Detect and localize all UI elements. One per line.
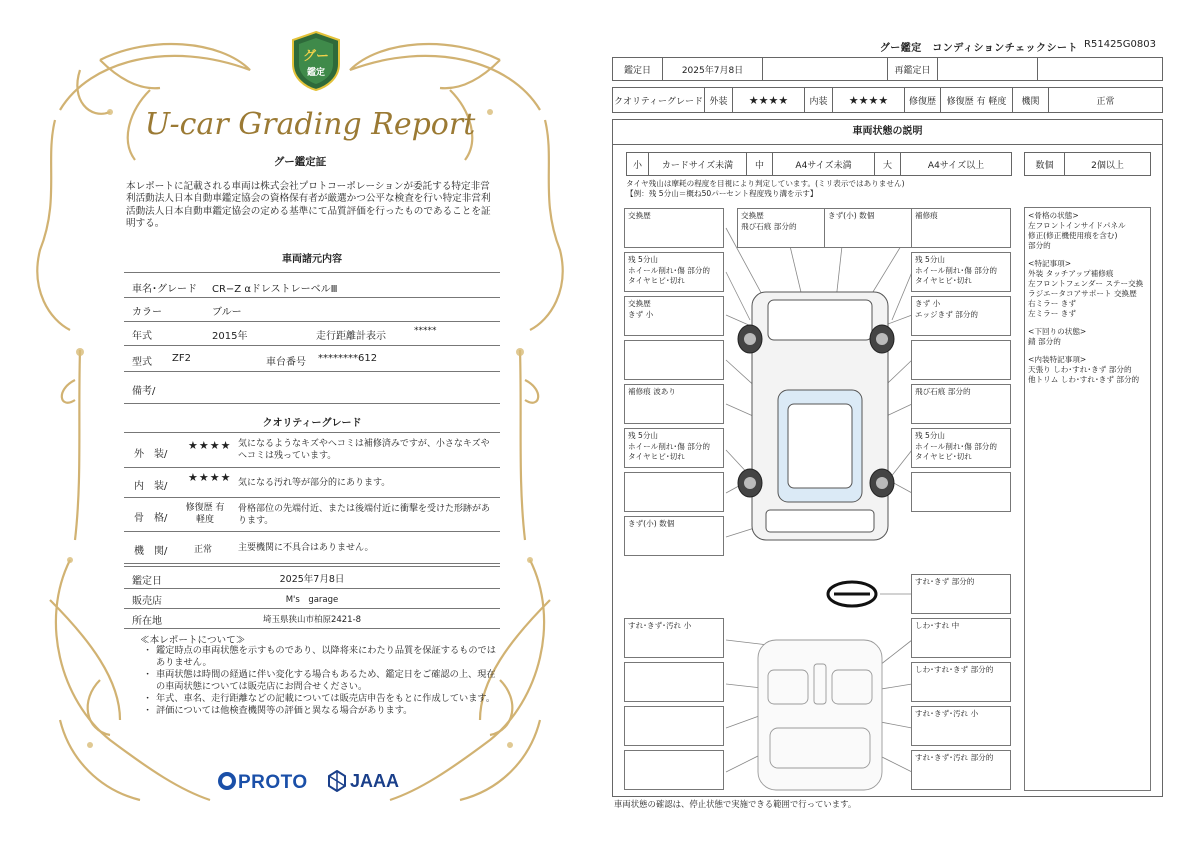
address-value: 埼玉県狭山市柏原2421-8 [262,615,362,625]
proto-logo [218,772,308,794]
color-value: ブルー [212,307,242,318]
certificate-intro: 本レポートに記載される車両は株式会社プロトコーポレーションが委託する特定非営利活動法人日本自動車鑑定協会の資格保有者が厳選かつ公平な検査を行い特定非営利活動法人日本自動車鑑定協会の定める基準にて品質評価を行ったものであることを証明する。 [126,181,491,230]
frame-label: 骨 格/ [134,513,168,524]
ext-stars: ★★★★ [733,88,805,112]
interior-label: 内 装/ [134,481,168,492]
engine-label: 機関 [1013,88,1049,112]
year-label: 年式 [132,331,152,342]
box-right-rear-door: 飛び石痕 部分的 [911,384,1011,424]
inspect-date-value: 2025年7月8日 [279,574,345,585]
tire-note-line-1: タイヤ残山は摩耗の程度を目視により判定しています。(ミリ表示ではありません) [626,179,905,188]
note-item: ・ 年式、車名、走行距離などの記載については販売店申告をもとに作成しています。 [146,693,500,705]
summary-special-title: <特記事項> [1028,259,1072,268]
note-item: ・ 評価については他検査機関等の評価と異なる場合があります。 [146,705,500,717]
name-value: CR−Z αドレストレーベルⅢ [212,284,338,295]
mileage-value: ***** [414,326,437,336]
count-label: 数個 [1025,153,1065,175]
spec-row-year [124,322,500,346]
box-rear: きず(小) 数個 [624,516,724,556]
box-front-right-panel: 補修痕 [911,208,1011,248]
proto-mark-icon [218,772,236,790]
box-interior-ceiling: すれ･きず･汚れ 小 [624,618,724,658]
box-left-quarter [624,472,724,512]
script-title-text: U-car Grading Report [144,107,476,142]
repair-label: 修復歴 [905,88,941,112]
summary-under [1028,327,1147,347]
box-interior-dash: しわ･すれ 中 [911,618,1011,658]
year-value: 2015年 [212,331,248,342]
count-legend [1024,152,1151,176]
svg-text:グー: グー [302,49,330,64]
box-steering: すれ･きず 部分的 [911,574,1011,614]
jaaa-mark-icon [328,770,346,792]
footer-note: 車両状態の確認は、停止状態で実施できる範囲で行っています。 [614,799,857,809]
frame-description: 骨格部位の先端付近、または後端付近に衝撃を受けた形跡があります。 [238,504,491,526]
int-label: 内装 [805,88,833,112]
summary-frame-title: <骨格の状態> [1028,211,1079,220]
box-rear-left-tire: 残 5分山 ホイール削れ･傷 部分的 タイヤヒビ･切れ [624,428,724,468]
name-label: 車名･グレード [132,284,197,295]
tire-note-line-2: 【例：残 5分山＝概ね50パーセント程度残り溝を示す】 [626,189,818,198]
box-right-door [911,340,1011,380]
remarks-label: 備考/ [132,386,156,397]
reinspect-label: 再鑑定日 [888,58,938,80]
goo-kantei-badge-icon [287,30,345,92]
summary-under-title: <下回りの状態> [1028,327,1087,336]
grade-row [612,87,1163,113]
summary-frame-text: 左フロントインサイドパネル 修正(修正機使用痕を含む) 部分的 [1028,221,1126,250]
engine-description: 主要機関に不具合はありません。 [238,543,374,553]
condition-summary [1024,207,1151,791]
box-left-fender: 交換歴 きず 小 [624,296,724,336]
sheet-id: R51425G0803 [1084,39,1156,50]
frame-value: 修復歴 有 軽度 [185,503,225,525]
spec-row-remarks [124,372,500,404]
summary-under-text: 錆 部分的 [1028,337,1061,346]
notes-title: ≪本レポートについて≫ [140,635,246,646]
size-medium: 中 [747,153,773,175]
dealer-label: 販売店 [132,596,162,607]
reinspect-blank [1038,58,1162,80]
section-title: 車両状態の説明 [612,119,1163,145]
tire-note [626,179,905,199]
box-interior-rear-right: すれ･きず･汚れ 部分的 [911,750,1011,790]
size-large-desc: A4サイズ以上 [927,160,985,171]
report-script-title [140,96,480,148]
exterior-label: 外 装/ [134,449,168,460]
size-legend [626,152,1012,176]
box-right-quarter [911,472,1011,512]
box-interior-right-seat: しわ･すれ･きず 部分的 [911,662,1011,702]
size-small: 小 [627,153,649,175]
box-right-fender: きず 小 エッジきず 部分的 [911,296,1011,336]
dealer-value: M's garage [285,595,339,605]
summary-interior-text: 天張り しわ･すれ･きず 部分的 他トリム しわ･すれ･きず 部分的 [1028,365,1140,384]
notes-list [146,645,500,717]
spec-row-color [124,298,500,322]
engine-value: 正常 [194,545,213,555]
inspection-row-dealer [124,589,500,609]
spec-row-model [124,346,500,372]
repair-value: 修復歴 有 軽度 [941,88,1013,112]
spec-row-name [124,272,500,298]
box-front-left-tire: 残 5分山 ホイール削れ･傷 部分的 タイヤヒビ･切れ [624,252,724,292]
size-small-desc: カードサイズ未満 [649,153,747,175]
model-value: ZF2 [172,353,191,364]
date-label: 鑑定日 [613,58,663,80]
color-label: カラー [132,307,162,318]
quality-section-title: クオリティーグレード [262,418,362,429]
date-value: 2025年7月8日 [663,58,763,80]
note-item: ・ 鑑定時点の車両状態を示すものであり、以降将来にわたり品質を保証するものではありません。 [146,645,500,669]
condition-check-sheet [600,0,1200,848]
box-interior-rear-left [624,750,724,790]
note-item: ・ 車両状態は時間の経過に伴い変化する場合もあるため、鑑定日をご確認の上、現在の車両状態については販売店にお問合せください。 [146,669,500,693]
box-roof: きず(小) 数個 [824,208,924,248]
summary-special-text: 外装 タッチアップ補修痕 左フロントフェンダー ステー交換 ラジエータコアサポート 交換歴 右ミラー きず 左ミラー きず [1028,269,1144,318]
certificate-heading: グー鑑定証 [273,156,327,168]
engine-label: 機 関/ [134,546,168,557]
interior-stars: ★★★★ [188,471,232,484]
box-front-right-tire: 残 5分山 ホイール削れ･傷 部分的 タイヤヒビ･切れ [911,252,1011,292]
jaaa-logo [328,770,399,792]
specs-section-title: 車両諸元内容 [282,254,342,265]
mileage-label: 走行距離計表示 [316,331,386,342]
svg-text:鑑定: 鑑定 [306,68,326,78]
ext-label: 外装 [705,88,733,112]
box-interior-left-trim [624,706,724,746]
reinspect-value [938,58,1038,80]
size-medium-desc: A4サイズ未満 [773,153,875,175]
summary-special [1028,259,1147,319]
summary-frame [1028,211,1147,251]
interior-description: 気になる汚れ等が部分的にあります。 [238,478,391,488]
count-desc: 2個以上 [1091,160,1124,171]
engine-value: 正常 [1096,96,1115,107]
exterior-stars: ★★★★ [188,439,232,452]
box-left-rear-door: 補修痕 波あり [624,384,724,424]
grade-label: クオリティーグレード [613,88,705,112]
inspection-row-date [124,566,500,589]
address-label: 所在地 [132,616,162,627]
inspection-row-address [124,609,500,629]
date-blank [763,58,888,80]
date-row [612,57,1163,81]
proto-logo-text: PROTO [238,772,308,793]
chassis-value: ********612 [318,353,378,364]
model-label: 型式 [132,357,152,368]
box-interior-left-seat [624,662,724,702]
box-front-left-panel: 交換歴 [624,208,724,248]
summary-interior [1028,355,1147,385]
box-rear-right-tire: 残 5分山 ホイール削れ･傷 部分的 タイヤヒビ･切れ [911,428,1011,468]
box-hood: 交換歴 飛び石痕 部分的 [737,208,837,248]
exterior-description: 気になるようなキズやヘコミは補修済みですが、小さなキズやヘコミは残っています。 [238,439,490,461]
chassis-label: 車台番号 [266,357,306,368]
box-interior-right-trim: すれ･きず･汚れ 小 [911,706,1011,746]
jaaa-logo-text: JAAA [350,770,400,791]
box-left-door [624,340,724,380]
size-large: 大 [875,153,901,175]
summary-interior-title: <内装特記事項> [1028,355,1087,364]
int-stars: ★★★★ [833,88,905,112]
sheet-title: グー鑑定 コンディションチェックシート [879,43,1078,54]
inspect-date-label: 鑑定日 [132,576,162,587]
